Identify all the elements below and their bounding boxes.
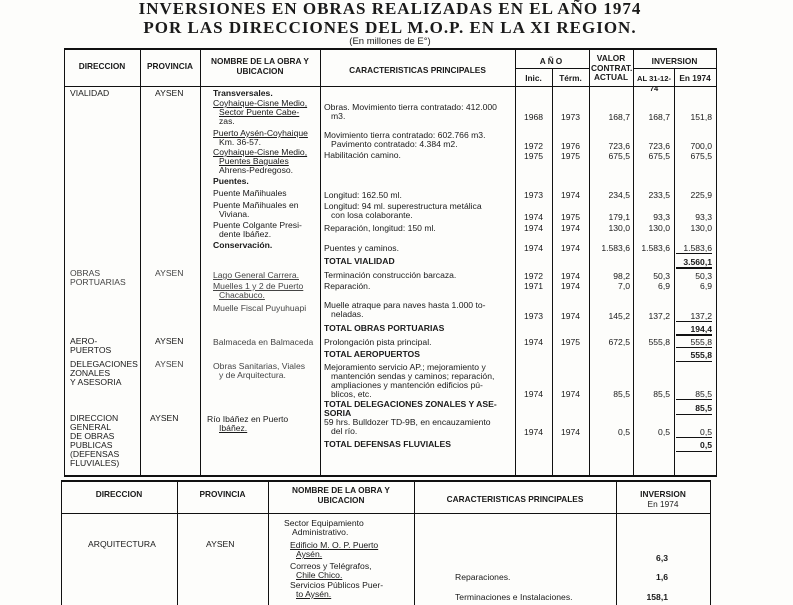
title-line-1: INVERSIONES EN OBRAS REALIZADAS EN EL AÑO 1974 xyxy=(138,0,642,18)
delegaciones-total-label-2: SORIA xyxy=(324,408,352,418)
portuarias-r2-car: Reparación. xyxy=(324,281,371,291)
vialidad-r5-name-1: Puente Mañihuales en xyxy=(213,200,299,210)
vialidad-r3-en1974: 675,5 xyxy=(690,151,712,161)
vialidad-r7-valor: 1.583,6 xyxy=(601,243,630,253)
vialidad-r1-name-2: Sector Puente Cabe- xyxy=(219,107,300,117)
portuarias-r3-name: Muelle Fiscal Puyuhuapi xyxy=(213,303,307,313)
aeropuertos-r1-valor: 672,5 xyxy=(608,337,630,347)
header-provincia: PROVINCIA xyxy=(146,61,194,71)
vialidad-r6-en1974: 130,0 xyxy=(690,223,712,233)
vialidad-r5-al: 93,3 xyxy=(653,212,670,222)
aeropuertos-r1-en1974: 555,8 xyxy=(690,337,712,347)
col-rule-nombre xyxy=(200,48,201,477)
portuarias-r2-valor: 7,0 xyxy=(618,281,630,291)
delegaciones-sum-rule xyxy=(676,399,712,400)
delegaciones-r1-al: 85,5 xyxy=(653,389,670,399)
vialidad-r3-valor: 675,5 xyxy=(608,151,630,161)
vialidad-r5-name-2: Viviana. xyxy=(219,209,250,219)
vialidad-r1-name-1: Coyhaique-Cisne Medio, xyxy=(213,98,308,108)
header-valor: VALOR CONTRAT. ACTUAL xyxy=(591,53,633,82)
vialidad-r4-term: 1974 xyxy=(560,190,581,200)
vialidad-r2-car-1: Movimiento tierra contratado: 602.766 m3. xyxy=(324,130,486,140)
aeropuertos-total-label: TOTAL AEROPUERTOS xyxy=(324,349,420,359)
vialidad-r5-inic: 1974 xyxy=(523,212,544,222)
header-al-31-12-74: AL 31-12-74 xyxy=(636,74,672,93)
vialidad-r1-al: 168,7 xyxy=(648,112,670,122)
delegaciones-r1-en1974: 85,5 xyxy=(695,389,712,399)
defensas-direccion-3: DE OBRAS xyxy=(70,431,115,441)
aeropuertos-r1-term: 1975 xyxy=(560,337,581,347)
vialidad-r4-valor: 234,5 xyxy=(608,190,630,200)
portuarias-r3-inic: 1973 xyxy=(523,311,544,321)
vialidad-r3-name-2: Puentes Baguales xyxy=(219,156,289,166)
delegaciones-total-value: 85,5 xyxy=(695,403,712,413)
table2-r1-value: 6,3 xyxy=(656,553,668,563)
table2-sector-2: Administrativo. xyxy=(292,527,349,537)
delegaciones-total-underline xyxy=(676,414,712,415)
table2-header-en1974: En 1974 xyxy=(647,499,679,509)
aeropuertos-r1-al: 555,8 xyxy=(648,337,670,347)
vialidad-transversales-label: Transversales. xyxy=(213,88,273,98)
delegaciones-r1-term: 1974 xyxy=(560,389,581,399)
table2-r1-name-2: Aysén. xyxy=(296,549,323,559)
vialidad-r6-name-1: Puente Colgante Presi- xyxy=(213,220,302,230)
delegaciones-r1-car-3: ampliaciones y mantención edificios pú- xyxy=(331,380,483,390)
portuarias-direccion-1: OBRAS xyxy=(70,268,101,278)
vialidad-r2-name-2: Km. 36-57. xyxy=(219,137,262,147)
defensas-r1-al: 0,5 xyxy=(658,427,670,437)
table2-sector-1: Sector Equipamiento xyxy=(284,518,364,528)
vialidad-r7-inic: 1974 xyxy=(523,243,544,253)
portuarias-r3-al: 137,2 xyxy=(648,311,670,321)
vialidad-r7-al: 1.583,6 xyxy=(641,243,670,253)
defensas-direccion-6: FLUVIALES) xyxy=(70,458,120,468)
vialidad-r1-name-3: zas. xyxy=(219,116,235,126)
defensas-total-value: 0,5 xyxy=(700,440,712,450)
table2-r2-name-1: Correos y Telégrafos, xyxy=(290,561,372,571)
col-rule-provincia xyxy=(140,48,141,477)
aeropuertos-r1-car: Prolongación pista principal. xyxy=(324,337,432,347)
header-direccion: DIRECCION xyxy=(78,61,126,71)
aeropuertos-direccion-2: PUERTOS xyxy=(70,345,112,355)
aeropuertos-r1-name: Balmaceda en Balmaceda xyxy=(213,337,314,347)
defensas-r1-name-2: Ibáñez. xyxy=(219,423,248,433)
vialidad-sum-rule xyxy=(676,253,712,254)
table2-header-direccion: DIRECCION xyxy=(95,489,143,499)
vialidad-r6-term: 1974 xyxy=(560,223,581,233)
defensas-r1-car-1: 59 hrs. Bulldozer TD-9B, en encauzamiento xyxy=(324,417,491,427)
table2-r2-value: 1,6 xyxy=(656,572,668,582)
table2-col-rule-right xyxy=(710,480,711,605)
portuarias-r3-term: 1974 xyxy=(560,311,581,321)
portuarias-r1-inic: 1972 xyxy=(523,271,544,281)
vialidad-r1-car-1: Obras. Movimiento tierra contratado: 412.000 xyxy=(324,102,497,112)
vialidad-total-underline xyxy=(676,267,712,269)
defensas-direccion-1: DIRECCION xyxy=(70,413,119,423)
portuarias-sum-rule xyxy=(676,321,712,322)
subtitle: (En millones de E°) xyxy=(349,36,431,47)
aeropuertos-r1-inic: 1974 xyxy=(523,337,544,347)
vialidad-r5-car-2: con losa colaborante. xyxy=(331,210,413,220)
vialidad-total-label: TOTAL VIALIDAD xyxy=(324,256,395,266)
defensas-r1-name-1: Río Ibáñez en Puerto xyxy=(207,414,289,424)
table2-r2-name-2: Chile Chico. xyxy=(296,570,343,580)
header-caracteristicas: CARACTERISTICAS PRINCIPALES xyxy=(349,65,486,75)
table2-header-inversion: INVERSION xyxy=(640,489,686,499)
vialidad-r4-name: Puente Mañihuales xyxy=(213,188,287,198)
portuarias-r1-valor: 98,2 xyxy=(613,271,630,281)
delegaciones-direccion-1: DELEGACIONES xyxy=(70,359,138,369)
delegaciones-r1-name-2: y de Arquitectura. xyxy=(219,370,286,380)
header-en-1974: En 1974 xyxy=(679,73,711,83)
vialidad-r2-al: 723,6 xyxy=(648,141,670,151)
defensas-direccion-4: PUBLICAS xyxy=(70,440,113,450)
vialidad-r3-inic: 1975 xyxy=(523,151,544,161)
header-ano: AÑO xyxy=(539,56,565,66)
table2-r2-car: Reparaciones. xyxy=(455,572,511,582)
portuarias-direccion-2: PORTUARIAS xyxy=(70,277,126,287)
vialidad-r4-al: 233,5 xyxy=(648,190,670,200)
defensas-direccion-2: GENERAL xyxy=(70,422,112,432)
defensas-total-label: TOTAL DEFENSAS FLUVIALES xyxy=(324,439,452,449)
portuarias-total-label: TOTAL OBRAS PORTUARIAS xyxy=(324,323,445,333)
portuarias-r2-inic: 1971 xyxy=(523,281,544,291)
vialidad-r3-name-1: Coyhaique-Cisne Medio, xyxy=(213,147,308,157)
defensas-provincia: AYSEN xyxy=(150,413,179,423)
vialidad-r7-en1974: 1.583,6 xyxy=(683,243,712,253)
header-inversion: INVERSION xyxy=(651,56,698,66)
delegaciones-r1-car-1: Mejoramiento servicio AP.; mejoramiento y xyxy=(324,362,486,372)
table2-header-nombre: NOMBRE DE LA OBRA Y UBICACION xyxy=(292,485,390,505)
defensas-r1-en1974: 0,5 xyxy=(700,427,712,437)
table2-r1-name-1: Edificio M. O. P. Puerto xyxy=(290,540,379,550)
delegaciones-total-label-1: TOTAL DELEGACIONES ZONALES Y ASE- xyxy=(324,399,497,409)
portuarias-r2-name-1: Muelles 1 y 2 de Puerto xyxy=(213,281,304,291)
vialidad-r2-term: 1976 xyxy=(560,141,581,151)
vialidad-r4-car: Longitud: 162.50 ml. xyxy=(324,190,402,200)
portuarias-r3-valor: 145,2 xyxy=(608,311,630,321)
table2-top-rule xyxy=(61,480,710,482)
table2-r3-name-1: Servicios Públicos Puer- xyxy=(290,580,384,590)
vialidad-r6-name-2: dente Ibáñez. xyxy=(219,229,272,239)
table2-col-rule-nombre xyxy=(268,480,269,605)
vialidad-r3-name-3: Ahrens-Pedregoso. xyxy=(219,165,294,175)
table2-provincia: AYSEN xyxy=(206,539,235,549)
vialidad-r2-inic: 1972 xyxy=(523,141,544,151)
defensas-sum-rule xyxy=(676,437,712,438)
vialidad-r6-car: Reparación, longitud: 150 ml. xyxy=(324,223,436,233)
vialidad-r2-car-2: Pavimento contratado: 4.384 m2. xyxy=(331,139,458,149)
col-rule-caract xyxy=(320,48,321,477)
delegaciones-r1-car-2: mantención sendas y caminos; reparación, xyxy=(331,371,495,381)
vialidad-r3-al: 675,5 xyxy=(648,151,670,161)
vialidad-total-value: 3.560,1 xyxy=(683,257,712,267)
portuarias-r2-al: 6,9 xyxy=(658,281,670,291)
portuarias-r2-name-2: Chacabuco. xyxy=(219,290,265,300)
vialidad-provincia: AYSEN xyxy=(155,88,184,98)
aeropuertos-provincia: AYSEN xyxy=(155,336,184,346)
vialidad-r4-en1974: 225,9 xyxy=(690,190,712,200)
table2-r3-name-2: to Aysén. xyxy=(296,589,332,599)
vialidad-r2-valor: 723,6 xyxy=(608,141,630,151)
vialidad-r1-valor: 168,7 xyxy=(608,112,630,122)
delegaciones-r1-valor: 85,5 xyxy=(613,389,630,399)
vialidad-r3-car: Habilitación camino. xyxy=(324,150,401,160)
vialidad-r1-en1974: 151,8 xyxy=(690,112,712,122)
vialidad-puentes-label: Puentes. xyxy=(213,176,249,186)
aeropuertos-sum-rule xyxy=(676,347,712,348)
col-rule-right xyxy=(716,48,717,477)
delegaciones-direccion-2: ZONALES xyxy=(70,368,111,378)
portuarias-r3-car-2: neladas. xyxy=(331,309,364,319)
title-line-2: POR LAS DIRECCIONES DEL M.O.P. EN LA XI REGION. xyxy=(143,18,637,37)
portuarias-r3-en1974: 137,2 xyxy=(690,311,712,321)
portuarias-r2-en1974: 6,9 xyxy=(700,281,712,291)
aeropuertos-direccion-1: AERO- xyxy=(70,336,98,346)
delegaciones-direccion-3: Y ASESORIA xyxy=(70,377,122,387)
delegaciones-r1-inic: 1974 xyxy=(523,389,544,399)
table1-top-rule xyxy=(64,48,716,50)
vialidad-direccion: VIALIDAD xyxy=(70,88,110,98)
table2-r3-car: Terminaciones e Instalaciones. xyxy=(455,592,573,602)
defensas-r1-car-2: del río. xyxy=(331,426,358,436)
portuarias-r1-term: 1974 xyxy=(560,271,581,281)
header-nombre: NOMBRE DE LA OBRA Y UBICACION xyxy=(211,56,309,76)
vialidad-r5-term: 1975 xyxy=(560,212,581,222)
table2-header-provincia: PROVINCIA xyxy=(199,489,246,499)
vialidad-r4-inic: 1973 xyxy=(523,190,544,200)
vialidad-r7-term: 1974 xyxy=(560,243,581,253)
vialidad-conservacion-label: Conservación. xyxy=(213,240,273,250)
delegaciones-provincia: AYSEN xyxy=(155,359,184,369)
table1-header-rule xyxy=(64,86,716,87)
delegaciones-r1-car-4: blicos, etc. xyxy=(331,389,372,399)
header-term: Térm. xyxy=(559,73,582,83)
table1-bottom-rule xyxy=(64,475,716,477)
vialidad-r6-valor: 130,0 xyxy=(608,223,630,233)
vialidad-r5-car-1: Longitud: 94 ml. superestructura metálica xyxy=(324,201,482,211)
portuarias-r1-al: 50,3 xyxy=(653,271,670,281)
vialidad-r7-car: Puentes y caminos. xyxy=(324,243,399,253)
vialidad-r5-en1974: 93,3 xyxy=(695,212,712,222)
portuarias-r3-car-1: Muelle atraque para naves hasta 1.000 to- xyxy=(324,300,486,310)
vialidad-r2-name-1: Puerto Aysén-Coyhaique xyxy=(213,128,308,138)
portuarias-total-value: 194,4 xyxy=(690,324,712,334)
vialidad-r1-term: 1973 xyxy=(560,112,581,122)
vialidad-r6-inic: 1974 xyxy=(523,223,544,233)
portuarias-provincia: AYSEN xyxy=(155,268,184,278)
portuarias-r1-en1974: 50,3 xyxy=(695,271,712,281)
table2-header-rule xyxy=(61,513,710,514)
defensas-r1-inic: 1974 xyxy=(523,427,544,437)
vialidad-r1-inic: 1968 xyxy=(523,112,544,122)
portuarias-r1-car: Terminación construcción barcaza. xyxy=(324,270,457,280)
portuarias-r2-term: 1974 xyxy=(560,281,581,291)
vialidad-r1-car-2: m3. xyxy=(331,111,346,121)
table2-header-caracteristicas: CARACTERISTICAS PRINCIPALES xyxy=(446,494,584,504)
aeropuertos-total-value: 555,8 xyxy=(690,350,712,360)
table2-direccion: ARQUITECTURA xyxy=(88,539,156,549)
portuarias-r1-name: Lago General Carrera. xyxy=(213,270,299,280)
table2-r3-value: 158,1 xyxy=(646,592,668,602)
col-rule-left xyxy=(64,48,65,477)
vialidad-r5-valor: 179,1 xyxy=(608,212,630,222)
aeropuertos-total-underline xyxy=(676,361,712,362)
vialidad-r3-term: 1975 xyxy=(560,151,581,161)
defensas-r1-valor: 0,5 xyxy=(618,427,630,437)
vialidad-r2-en1974: 700,0 xyxy=(690,141,712,151)
defensas-r1-term: 1974 xyxy=(560,427,581,437)
delegaciones-r1-name-1: Obras Sanitarias, Viales xyxy=(213,361,306,371)
portuarias-total-underline xyxy=(676,334,712,336)
vialidad-r6-al: 130,0 xyxy=(648,223,670,233)
defensas-direccion-5: (DEFENSAS xyxy=(70,449,120,459)
header-inic: Inic. xyxy=(525,73,542,83)
defensas-total-underline xyxy=(676,451,712,452)
